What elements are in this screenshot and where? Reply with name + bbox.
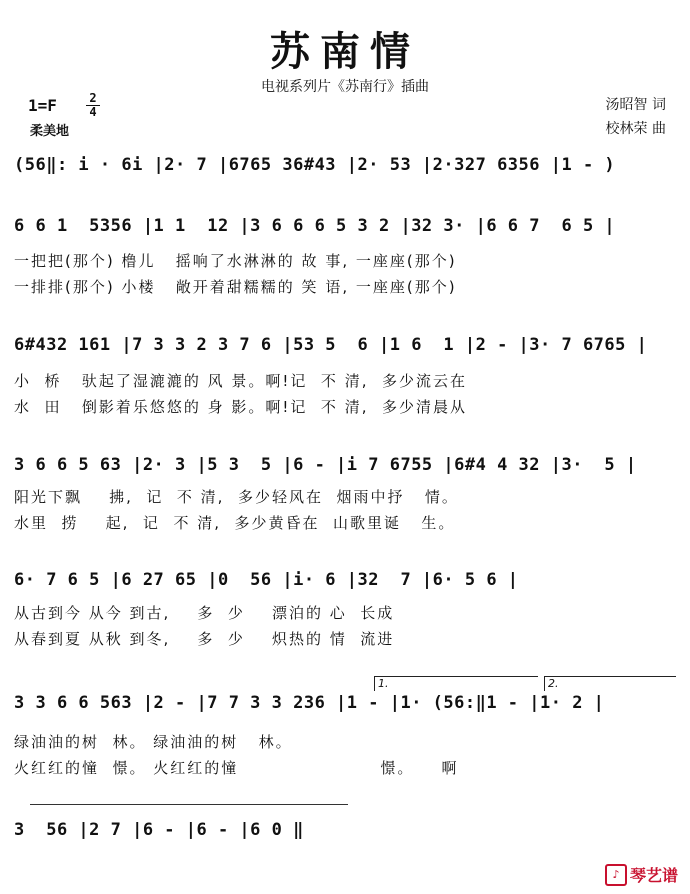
music-note-icon: ♪ (605, 864, 627, 886)
score-line-2: 6 6 1 5356 |1 1 12 |3 6 6 6 5 3 2 |32 3· |6 6 7 6 5 | (14, 216, 616, 236)
lyric-line-3-verse-2: 水 田 倒影着乐悠悠的 身 影。啊!记 不 清, 多少清晨从 (14, 398, 468, 416)
lyric-line-4-verse-2: 水里 捞 起, 记 不 清, 多少黄昏在 山歌里诞 生。 (14, 514, 456, 532)
subtitle: 电视系列片《苏南行》插曲 (261, 79, 429, 95)
lyric-line-6-verse-1: 绿油油的树 林。 绿油油的树 林。 (14, 733, 293, 751)
volta-first-ending: 1. (374, 676, 538, 691)
watermark-text: 琴艺谱 (629, 866, 678, 885)
continuation-ending-line (30, 804, 348, 805)
time-signature-top: 2 (89, 91, 97, 105)
key-signature: 1=F (28, 96, 57, 115)
score-line-5: 6· 7 6 5 |6 27 65 |0 56 |i· 6 |32 7 |6· 5 6 | (14, 570, 519, 590)
score-line-4: 3 6 6 5 63 |2· 3 |5 3 5 |6 - |i 7 6755 |6#4 4 32 |3· 5 | (14, 455, 637, 475)
lyric-line-5-verse-2: 从春到夏 从秋 到冬, 多 少 炽热的 情 流进 (14, 630, 395, 648)
lyric-line-6-verse-2: 火红红的憧 憬。 火红红的憧 憬。 啊 (14, 759, 459, 777)
lyric-line-2-verse-1: 一把把(那个) 橹儿 摇响了水淋淋的 故 事, 一座座(那个) (14, 252, 457, 270)
volta-second-ending: 2. (544, 676, 676, 691)
lyric-line-2-verse-2: 一排排(那个) 小楼 敞开着甜糯糯的 笑 语, 一座座(那个) (14, 278, 457, 296)
lyric-line-5-verse-1: 从古到今 从今 到古, 多 少 漂泊的 心 长成 (14, 604, 395, 622)
score-line-7: 3 56 |2 7 |6 - |6 - |6 0 ‖ (14, 820, 304, 840)
score-line-3: 6#432 161 |7 3 3 2 3 7 6 |53 5 6 |1 6 1 |2 - |3· 7 6765 | (14, 335, 648, 355)
composer-credit: 校林荣 曲 (605, 121, 666, 137)
score-line-6: 3 3 6 6 563 |2 - |7 7 3 3 236 |1 - |1· (56:‖1 - |1· 2 | (14, 693, 605, 713)
tempo-marking: 柔美地 (30, 124, 70, 139)
score-line-1: (56‖: i · 6i |2· 7 |6765 36#43 |2· 53 |2·327 6356 |1 - ) (14, 155, 616, 175)
lyric-line-3-verse-1: 小 桥 驮起了湿漉漉的 风 景。啊!记 不 清, 多少流云在 (14, 372, 468, 390)
lyricist-credit: 汤昭智 词 (605, 97, 666, 113)
time-signature-bottom: 4 (86, 105, 100, 119)
lyric-line-4-verse-1: 阳光下飘 拂, 记 不 清, 多少轻风在 烟雨中抒 情。 (14, 488, 459, 506)
watermark (605, 863, 678, 886)
page-title: 苏南情 (270, 28, 420, 75)
time-signature (86, 92, 100, 119)
